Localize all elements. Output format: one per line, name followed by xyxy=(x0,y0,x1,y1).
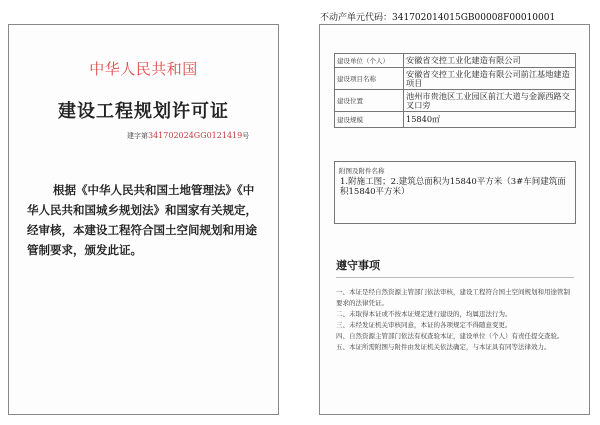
row-value: 池州市贵池区工业园区前江大道与金源西路交叉口旁 xyxy=(404,90,576,112)
row-value: 15840㎡ xyxy=(404,112,576,128)
list-item: 四、自然资源主管部门依法有权查验本证，建设单位（个人）有责任提交查验。 xyxy=(336,332,564,340)
row-value: 安徽省交控工业化建造有限公司前江基地建造项目 xyxy=(404,68,576,90)
table-row xyxy=(335,68,576,90)
notes-list xyxy=(336,287,576,353)
table-row xyxy=(335,112,576,128)
statement-line: 根据《中华人民共和国土地管理法》《中 xyxy=(53,183,255,197)
notes-title: 遵守事项 xyxy=(336,259,380,272)
statement-line: 管制要求，颁发此证。 xyxy=(27,243,142,257)
list-item: 五、本证所需附图与附件由发证机关依法确定，与本证具有同等法律效力。 xyxy=(336,343,551,351)
permit-number xyxy=(127,131,249,141)
list-item: 二、未取得本证或不按本证规定进行建设的，均属违法行为。 xyxy=(336,310,512,318)
row-label: 建设单位（个人） xyxy=(335,54,404,68)
row-label: 建设项目名称 xyxy=(335,68,404,90)
unit-code-value: 341702014015GB00008F00010001 xyxy=(392,13,556,23)
project-info-table xyxy=(334,53,576,128)
unit-code-label: 不动产单元代码： xyxy=(320,13,393,23)
list-item: 三、未经发证机关审核同意，本证的各项规定不得随意变更。 xyxy=(336,321,512,329)
list-item: 一、本证是经自然资源主管部门依法审核，建设工程符合国土空间规划和用途管制要求的法律凭证。 xyxy=(336,288,570,307)
attachment-label: 附图及附件名称 xyxy=(339,167,385,175)
permit-number-prefix: 建字第 xyxy=(127,132,148,140)
permit-statement xyxy=(27,180,266,260)
statement-line: 经审核，本建设工程符合国土空间规划和用途 xyxy=(27,223,257,237)
attachment-value: 1.附施工图；2.建筑总面积为15840平方米（3#车间建筑面积15840平方米） xyxy=(340,177,566,197)
row-label: 建设位置 xyxy=(335,90,404,112)
permit-number-value: 341702024GG0121419 xyxy=(148,131,243,140)
permit-number-suffix: 号 xyxy=(242,132,250,140)
permit-title: 建设工程规划许可证 xyxy=(58,101,229,122)
unit-code xyxy=(320,10,555,23)
permit-cover-page xyxy=(8,24,279,415)
attachment-box xyxy=(334,161,576,224)
permit-detail-page xyxy=(319,24,590,415)
notes-divider xyxy=(336,277,574,278)
row-label: 建设规模 xyxy=(335,112,404,128)
table-row xyxy=(335,90,576,112)
table-row xyxy=(335,54,576,68)
country-name: 中华人民共和国 xyxy=(89,60,198,78)
statement-line: 华人民共和国城乡规划法》和国家有关规定， xyxy=(27,203,257,217)
row-value: 安徽省交控工业化建造有限公司 xyxy=(404,54,576,68)
